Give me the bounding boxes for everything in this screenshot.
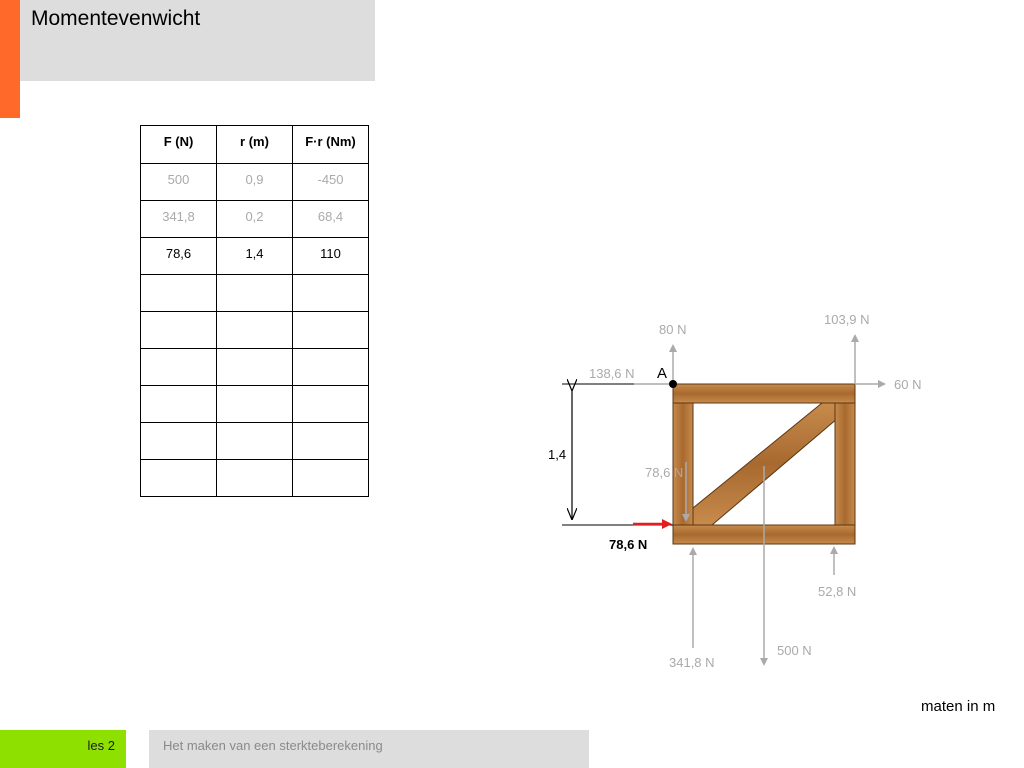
frame-left-post bbox=[673, 384, 693, 544]
frame-diagonal-beam bbox=[693, 403, 838, 525]
cell-force: 78,6 bbox=[141, 238, 217, 275]
force-label-right: 60 N bbox=[894, 377, 922, 392]
header-moment: F·r (Nm) bbox=[293, 126, 369, 164]
cell-moment: -450 bbox=[293, 164, 369, 201]
footer-text: Het maken van een sterkteberekening bbox=[163, 738, 383, 753]
force-label-middle: 78,6 N bbox=[645, 465, 684, 480]
force-label-bottom-left: 341,8 N bbox=[669, 655, 715, 670]
cell-force: 500 bbox=[141, 164, 217, 201]
force-label-bottom-right: 52,8 N bbox=[818, 584, 857, 599]
footer-bar bbox=[149, 730, 589, 768]
force-label-highlight: 78,6 N bbox=[609, 537, 648, 552]
force-label-left: 138,6 N bbox=[589, 366, 635, 381]
header-force: F (N) bbox=[141, 126, 217, 164]
cell-arm: 1,4 bbox=[217, 238, 293, 275]
header-arm: r (m) bbox=[217, 126, 293, 164]
cell-moment: 68,4 bbox=[293, 201, 369, 238]
lesson-label: les 2 bbox=[87, 738, 115, 753]
slide-title: Momentevenwicht bbox=[31, 7, 201, 30]
dimension-label: 1,4 bbox=[548, 447, 567, 462]
units-note: maten in m bbox=[921, 698, 996, 715]
cell-arm: 0,9 bbox=[217, 164, 293, 201]
cell-moment: 110 bbox=[293, 238, 369, 275]
cell-arm: 0,2 bbox=[217, 201, 293, 238]
frame-top-beam bbox=[673, 384, 855, 403]
dimension-1-4 bbox=[562, 384, 673, 525]
cell-force: 341,8 bbox=[141, 201, 217, 238]
force-label-top-right: 103,9 N bbox=[824, 312, 870, 327]
point-a-label: A bbox=[657, 365, 668, 382]
force-label-bottom-center: 500 N bbox=[777, 643, 812, 658]
frame-right-post bbox=[835, 384, 855, 544]
lesson-tab bbox=[0, 730, 126, 768]
force-label-top-left: 80 N bbox=[659, 322, 687, 337]
point-a-marker bbox=[669, 380, 677, 388]
